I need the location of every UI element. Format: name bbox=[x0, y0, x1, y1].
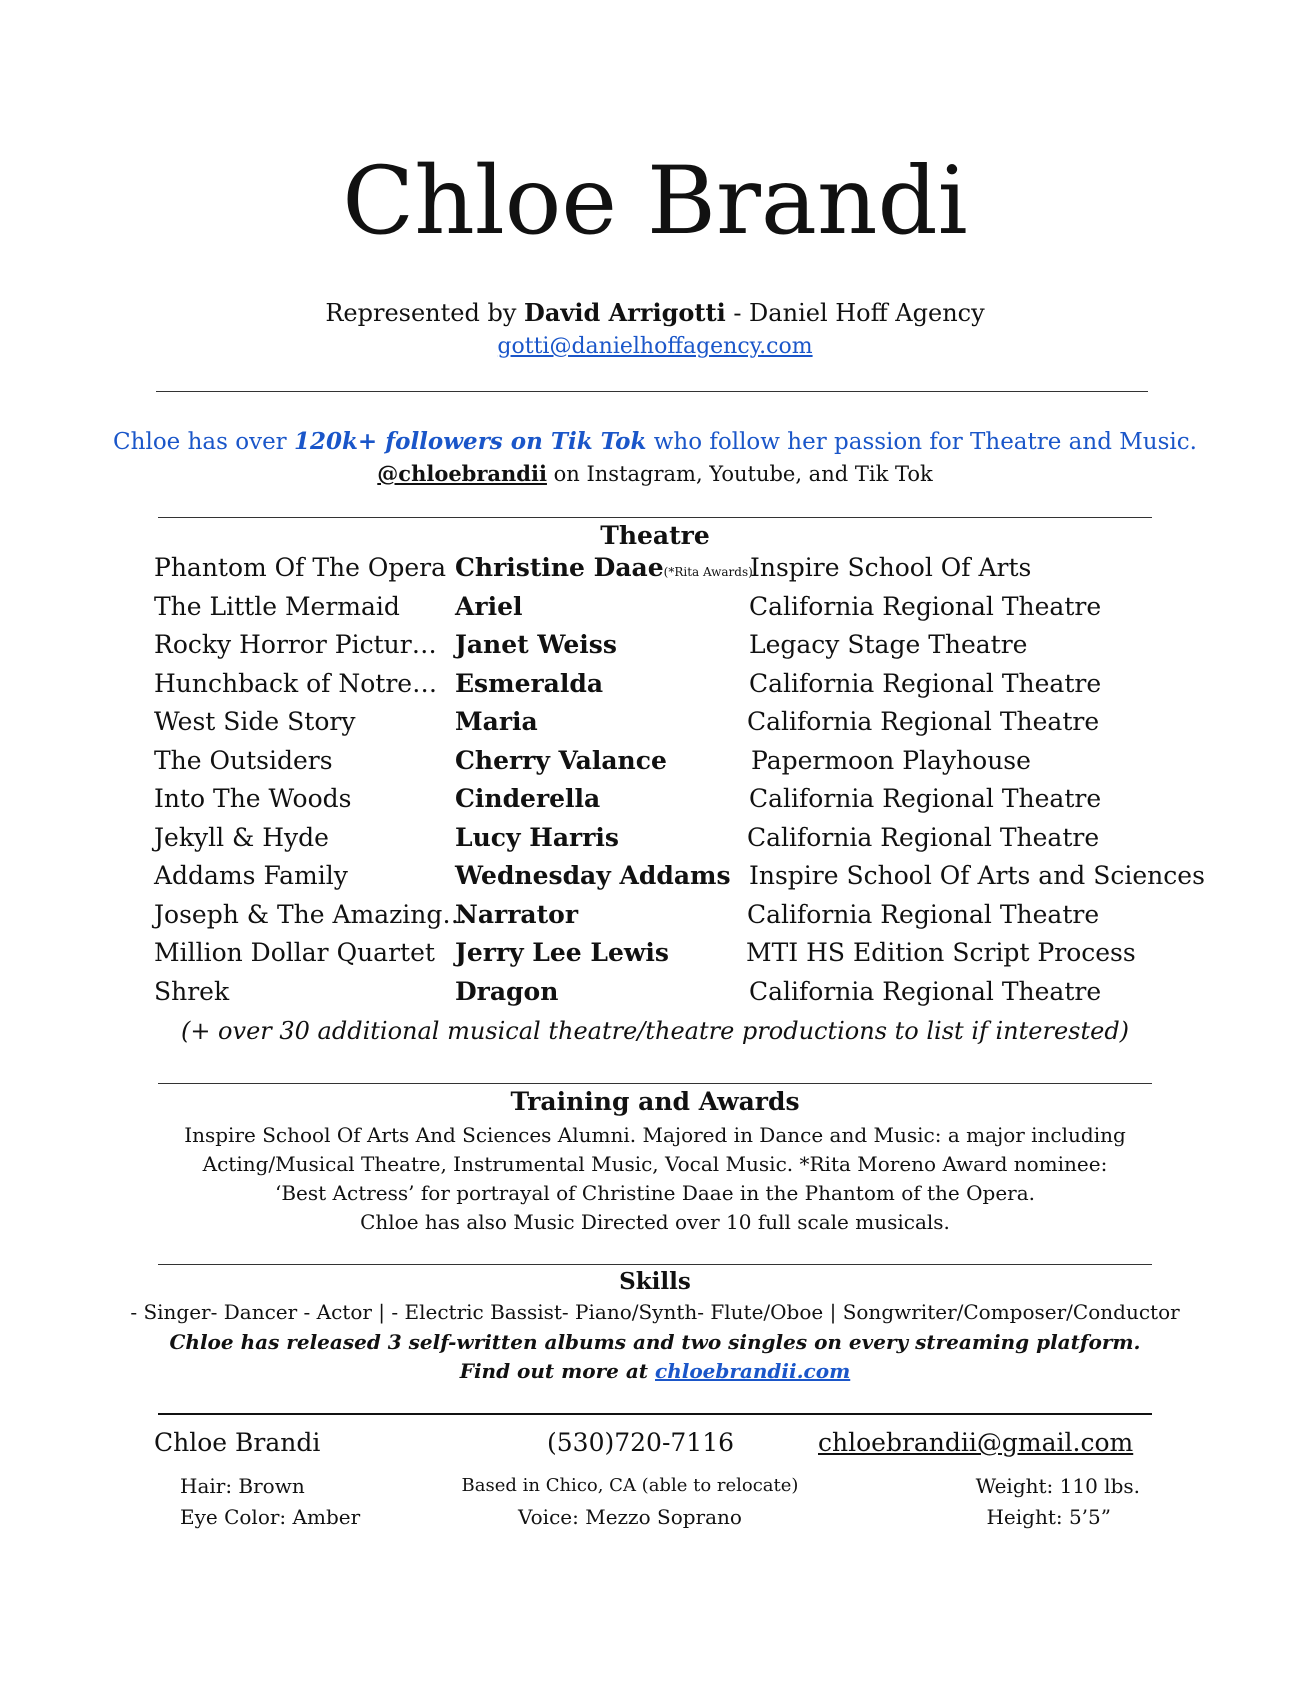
credit-venue: California Regional Theatre bbox=[747, 822, 1100, 852]
credit-role: Cherry Valance bbox=[455, 745, 667, 775]
social-handle[interactable]: @chloebrandii bbox=[377, 461, 547, 486]
divider bbox=[156, 391, 1148, 392]
training-line: Chloe has also Music Directed over 10 full scale musicals. bbox=[360, 1210, 950, 1234]
credit-show: Addams Family bbox=[154, 861, 348, 890]
divider bbox=[158, 1083, 1152, 1084]
credit-venue: California Regional Theatre bbox=[749, 668, 1102, 698]
albums-note bbox=[0, 1328, 1310, 1386]
agent-email-link[interactable]: gotti@danielhoffagency.com bbox=[497, 334, 813, 359]
credit-venue: MTI HS Edition Script Process bbox=[746, 938, 1136, 967]
credit-role: Ariel bbox=[455, 591, 523, 621]
training-text bbox=[0, 1121, 1310, 1237]
credit-role bbox=[455, 553, 753, 582]
albums-line: Chloe has released 3 self-written albums and two singles on every streaming platform. bbox=[169, 1330, 1141, 1354]
divider bbox=[158, 1264, 1152, 1265]
credit-venue: California Regional Theatre bbox=[747, 707, 1100, 736]
find-more-label: Find out more at bbox=[459, 1359, 656, 1383]
credit-show: Million Dollar Quartet bbox=[154, 938, 435, 967]
footer-email-link[interactable]: chloebrandii@gmail.com bbox=[818, 1428, 1134, 1457]
find-more-line bbox=[0, 1357, 1310, 1386]
credit-show: The Outsiders bbox=[154, 745, 333, 775]
skills-heading: Skills bbox=[619, 1268, 691, 1295]
voice-type: Voice: Mezzo Soprano bbox=[518, 1505, 742, 1529]
agent-name: David Arrigotti bbox=[524, 298, 726, 327]
credit-role: Maria bbox=[455, 707, 538, 736]
website-link[interactable]: chloebrandii.com bbox=[655, 1359, 851, 1383]
credit-venue: Inspire School Of Arts bbox=[750, 553, 1032, 582]
eye-color: Eye Color: Amber bbox=[180, 1505, 361, 1529]
footer-name: Chloe Brandi bbox=[154, 1428, 321, 1457]
credit-show: Hunchback of Notre… bbox=[154, 668, 438, 698]
credit-role: Jerry Lee Lewis bbox=[455, 938, 669, 967]
credit-venue: California Regional Theatre bbox=[749, 784, 1102, 813]
credit-role: Esmeralda bbox=[455, 668, 604, 698]
credit-venue: Inspire School Of Arts and Sciences bbox=[749, 861, 1205, 890]
credit-role: Janet Weiss bbox=[455, 630, 617, 659]
credit-role-name: Christine Daae bbox=[455, 553, 664, 582]
representation-line bbox=[0, 298, 1310, 327]
location: Based in Chico, CA (able to relocate) bbox=[461, 1475, 799, 1496]
footer-divider bbox=[158, 1413, 1152, 1415]
training-line: Acting/Musical Theatre, Instrumental Music, Vocal Music. *Rita Moreno Award nominee: bbox=[202, 1152, 1108, 1176]
training-line: ‘Best Actress’ for portrayal of Christine Daae in the Phantom of the Opera. bbox=[275, 1181, 1035, 1205]
height: Height: 5’5” bbox=[986, 1505, 1111, 1529]
follower-count: 120k+ followers on Tik Tok bbox=[293, 428, 647, 455]
promo-lead: Chloe has over bbox=[113, 429, 294, 455]
award-note: (*Rita Awards) bbox=[663, 565, 753, 579]
credit-venue: Papermoon Playhouse bbox=[751, 745, 1031, 775]
skills-list: - Singer- Dancer - Actor | - Electric Bassist- Piano/Synth- Flute/Oboe | Songwriter/Composer/Conductor bbox=[130, 1300, 1180, 1324]
divider bbox=[158, 517, 1152, 518]
credit-venue: California Regional Theatre bbox=[749, 976, 1102, 1006]
additional-productions-note: (+ over 30 additional musical theatre/theatre productions to list if interested) bbox=[180, 1017, 1130, 1045]
social-platforms: on Instagram, Youtube, and Tik Tok bbox=[546, 462, 933, 486]
credit-show: The Little Mermaid bbox=[154, 591, 400, 621]
credit-show: Into The Woods bbox=[154, 784, 352, 813]
training-heading: Training and Awards bbox=[510, 1087, 800, 1116]
theatre-heading: Theatre bbox=[600, 521, 710, 550]
credit-role: Dragon bbox=[455, 976, 559, 1006]
credit-venue: Legacy Stage Theatre bbox=[749, 630, 1028, 659]
training-line: Inspire School Of Arts And Sciences Alumni. Majored in Dance and Music: a major including bbox=[184, 1123, 1126, 1147]
promo-line bbox=[0, 428, 1310, 455]
credit-show: Rocky Horror Pictur… bbox=[154, 630, 437, 659]
credit-show: Joseph & The Amazing… bbox=[154, 899, 468, 929]
credit-venue: California Regional Theatre bbox=[747, 899, 1100, 929]
weight: Weight: 110 lbs. bbox=[975, 1474, 1140, 1498]
credit-show: West Side Story bbox=[154, 707, 356, 736]
credit-show: Jekyll & Hyde bbox=[154, 822, 329, 852]
page-title: Chloe Brandi bbox=[342, 147, 968, 256]
credit-role: Cinderella bbox=[455, 784, 601, 813]
credit-role: Narrator bbox=[455, 899, 578, 929]
promo-tail: who follow her passion for Theatre and Music. bbox=[646, 429, 1197, 455]
credit-venue: California Regional Theatre bbox=[749, 591, 1102, 621]
hair-color: Hair: Brown bbox=[180, 1474, 305, 1498]
rep-prefix: Represented by bbox=[325, 299, 525, 327]
credit-show: Phantom Of The Opera bbox=[154, 553, 447, 582]
credit-show: Shrek bbox=[154, 976, 230, 1006]
credit-role: Lucy Harris bbox=[455, 822, 619, 852]
footer-phone[interactable]: (530)720-7116 bbox=[547, 1428, 735, 1457]
social-line bbox=[0, 461, 1310, 486]
credit-role: Wednesday Addams bbox=[455, 861, 731, 890]
agency-name: - Daniel Hoff Agency bbox=[725, 299, 985, 327]
